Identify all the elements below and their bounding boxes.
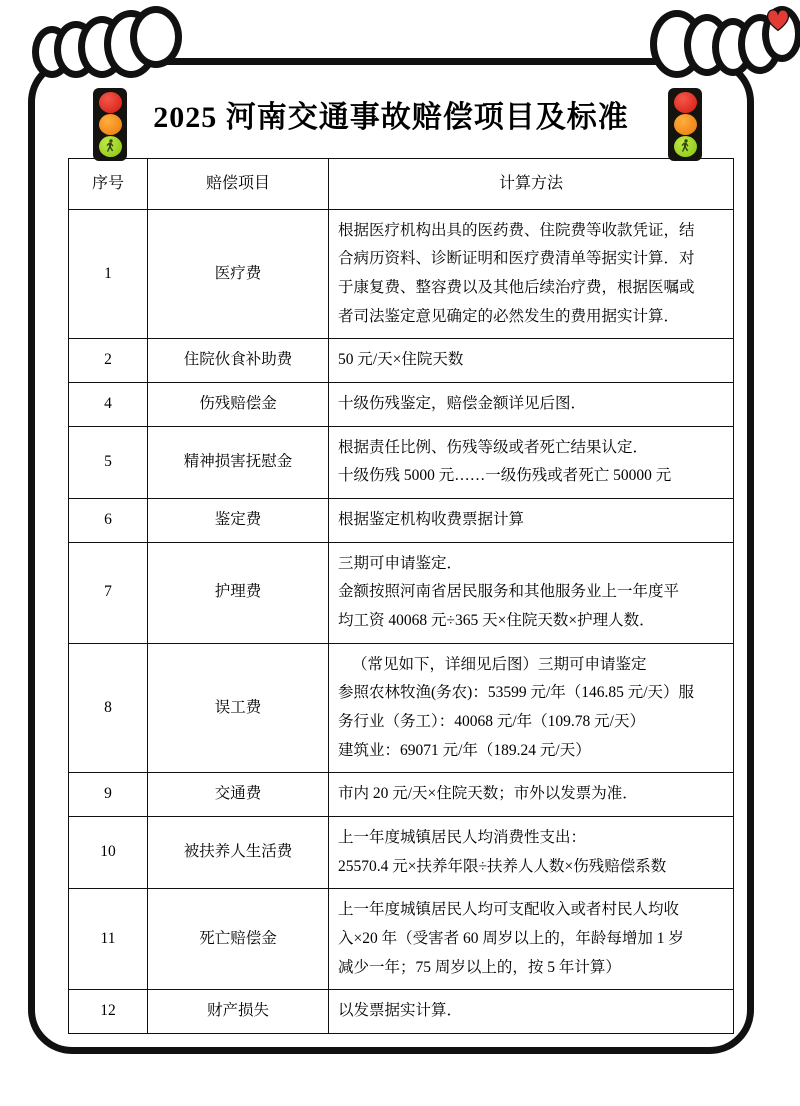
table-row xyxy=(69,339,734,383)
heart-icon xyxy=(765,8,791,32)
calculation-method-cell xyxy=(329,990,734,1034)
row-index-cell: 7 xyxy=(69,542,148,643)
method-line: （常见如下，详细见后图）三期可申请鉴定 xyxy=(352,655,647,673)
compensation-item-cell: 医疗费 xyxy=(148,209,329,339)
calculation-method-cell xyxy=(329,382,734,426)
calculation-method-cell xyxy=(329,542,734,643)
method-line: 均工资 40068 元÷365 天×住院天数×护理人数． xyxy=(338,611,655,629)
compensation-item-cell: 伤残赔偿金 xyxy=(148,382,329,426)
method-line: 于康复费、整容费以及其他后续治疗费，根据医嘱或 xyxy=(338,278,695,296)
compensation-item-cell: 误工费 xyxy=(148,643,329,773)
traffic-light-green-lamp xyxy=(99,136,122,157)
method-line: 入×20 年（受害者 60 周岁以上的，年龄每增加 1 岁 xyxy=(338,930,684,948)
method-line: 三期可申请鉴定． xyxy=(338,554,463,572)
calculation-method-cell xyxy=(329,643,734,773)
traffic-light-green-lamp xyxy=(674,136,697,157)
traffic-light-left xyxy=(93,88,127,161)
row-index-cell: 1 xyxy=(69,209,148,339)
column-header-item: 赔偿项目 xyxy=(148,159,329,210)
method-line: 根据责任比例、伤残等级或者死亡结果认定． xyxy=(338,438,649,456)
calculation-method-cell xyxy=(329,498,734,542)
calculation-method-cell xyxy=(329,209,734,339)
row-index-cell: 2 xyxy=(69,339,148,383)
traffic-light-yellow-lamp xyxy=(99,114,122,135)
row-index-cell: 8 xyxy=(69,643,148,773)
method-line: 25570.4 元×扶养年限÷扶养人人数×伤残赔偿系数 xyxy=(338,857,667,875)
row-index-cell: 4 xyxy=(69,382,148,426)
method-line: 金额按照河南省居民服务和其他服务业上一年度平 xyxy=(338,583,680,601)
method-line: 务行业（务工）：40068 元/年（109.78 元/天） xyxy=(338,713,645,730)
pedestrian-walking-icon xyxy=(99,136,122,157)
table-header-row xyxy=(69,159,734,210)
column-header-method: 计算方法 xyxy=(329,159,734,210)
table-row xyxy=(69,426,734,498)
method-line: 市内 20 元/天×住院天数；市外以发票为准． xyxy=(338,785,638,803)
method-line: 根据鉴定机构收费票据计算 xyxy=(338,510,525,528)
row-index-cell: 11 xyxy=(69,889,148,990)
pedestrian-walking-icon xyxy=(674,136,697,157)
method-line: 50 元/天×住院天数 xyxy=(338,351,464,369)
compensation-item-cell: 住院伙食补助费 xyxy=(148,339,329,383)
table-row xyxy=(69,817,734,889)
compensation-item-cell: 精神损害抚慰金 xyxy=(148,426,329,498)
table-header xyxy=(69,159,734,210)
compensation-table xyxy=(68,158,734,1034)
method-line: 十级伤残 5000 元……一级伤残或者死亡 50000 元 xyxy=(338,467,672,485)
table-row xyxy=(69,889,734,990)
compensation-item-cell: 财产损失 xyxy=(148,990,329,1034)
calculation-method-cell xyxy=(329,817,734,889)
table-row xyxy=(69,643,734,773)
row-index-cell: 12 xyxy=(69,990,148,1034)
method-line: 参照农林牧渔(务农)：53599 元/年（146.85 元/天）服 xyxy=(338,684,695,702)
calculation-method-cell xyxy=(329,426,734,498)
table-row xyxy=(69,542,734,643)
traffic-light-red-lamp xyxy=(99,92,122,113)
traffic-light-yellow-lamp xyxy=(674,114,697,135)
page-title: 2025 河南交通事故赔偿项目及标准 xyxy=(153,101,629,134)
method-line: 者司法鉴定意见确定的必然发生的费用据实计算． xyxy=(338,307,680,325)
table-row xyxy=(69,382,734,426)
method-line: 上一年度城镇居民人均可支配收入或者村民人均收 xyxy=(338,901,680,919)
compensation-item-cell: 护理费 xyxy=(148,542,329,643)
traffic-light-right xyxy=(668,88,702,161)
compensation-item-cell: 死亡赔偿金 xyxy=(148,889,329,990)
method-line: 根据医疗机构出具的医药费、住院费等收款凭证，结 xyxy=(338,221,695,239)
method-line: 合病历资料、诊断证明和医疗费清单等据实计算．对 xyxy=(338,250,695,268)
calculation-method-cell xyxy=(329,339,734,383)
calculation-method-cell xyxy=(329,773,734,817)
table-row xyxy=(69,773,734,817)
method-line: 以发票据实计算． xyxy=(338,1002,463,1020)
table-row xyxy=(69,498,734,542)
row-index-cell: 9 xyxy=(69,773,148,817)
table-body xyxy=(69,209,734,1033)
row-index-cell: 6 xyxy=(69,498,148,542)
compensation-item-cell: 交通费 xyxy=(148,773,329,817)
column-header-index: 序号 xyxy=(69,159,148,210)
row-index-cell: 5 xyxy=(69,426,148,498)
table-row xyxy=(69,209,734,339)
method-line: 减少一年；75 周岁以上的，按 5 年计算） xyxy=(338,958,621,976)
table-row xyxy=(69,990,734,1034)
compensation-item-cell: 鉴定费 xyxy=(148,498,329,542)
method-line: 上一年度城镇居民人均消费性支出： xyxy=(338,829,587,847)
method-line: 十级伤残鉴定，赔偿金额详见后图． xyxy=(338,394,587,412)
row-index-cell: 10 xyxy=(69,817,148,889)
calculation-method-cell xyxy=(329,889,734,990)
method-line: 建筑业：69071 元/年（189.24 元/天） xyxy=(338,741,591,759)
traffic-light-red-lamp xyxy=(674,92,697,113)
compensation-item-cell: 被扶养人生活费 xyxy=(148,817,329,889)
